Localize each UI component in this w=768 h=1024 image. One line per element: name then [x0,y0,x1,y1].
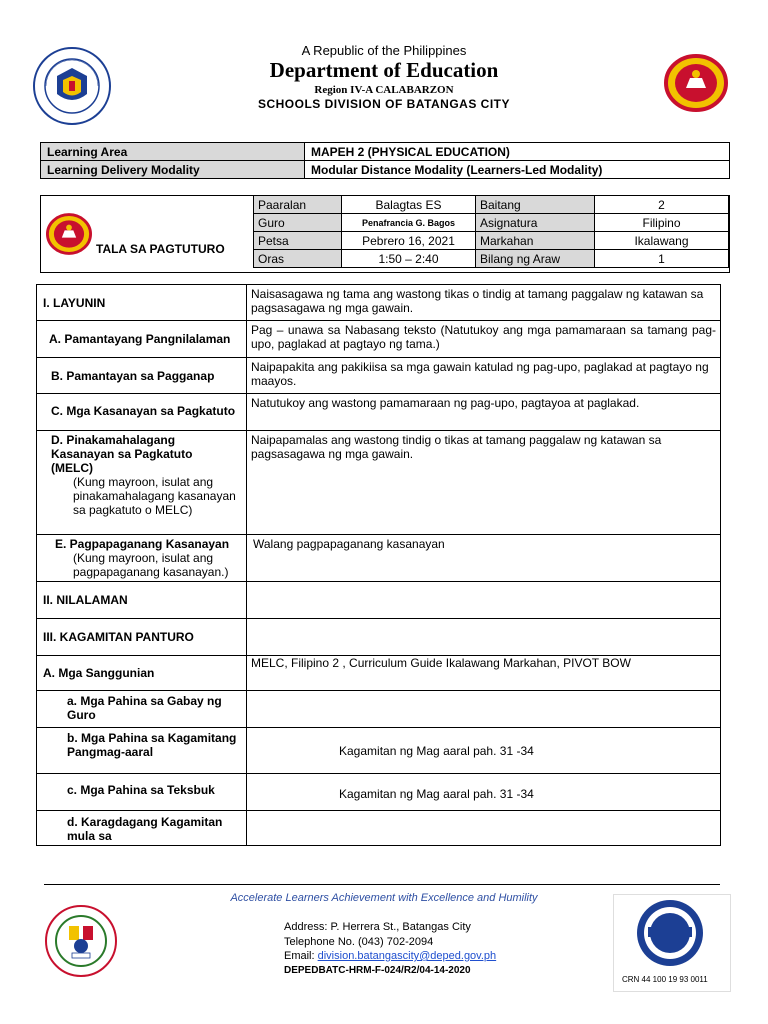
pamantayang-value: Pag – unawa sa Nabasang teksto (Natutukoy ang mga pamamaraan sa tamang pag-upo, paglakad at pagtayo ng tama.) [247,321,721,358]
teksbuk-value: Kagamitan ng Mag aaral pah. 31 -34 [247,774,721,811]
nilalaman-label: II. NILALAMAN [37,582,247,619]
footer-email-link[interactable]: division.batangascity@deped.gov.ph [317,950,497,962]
info-label-oras: Oras [254,250,342,268]
learning-area-label: Learning Area [41,143,305,161]
teksbuk-label: c. Mga Pahina sa Teksbuk [37,774,247,811]
table-row [37,811,721,846]
info-label-paaralan: Paaralan [254,196,342,214]
table-row [37,774,721,811]
crn-number: CRN 44 100 19 93 0011 [622,975,708,984]
info-value-oras: 1:50 – 2:40 [342,250,476,268]
division-seal-small-logo [46,213,92,255]
footer-motto: Accelerate Learners Achievement with Excellence and Humility [230,892,538,904]
learning-area-row [41,143,730,161]
table-row [37,321,721,358]
lesson-plan-table [36,284,721,846]
layunin-label: I. LAYUNIN [37,285,247,321]
pagpapaganang-label: E. Pagpapaganang Kasanayan [55,537,230,551]
kagamitan-value [247,619,721,656]
info-value-baitang: 2 [595,196,729,214]
delivery-modality-row [41,161,730,179]
pagpapaganang-cell [37,535,247,582]
gabay-label: a. Mga Pahina sa Gabay ng Guro [37,691,247,728]
delivery-modality-value: Modular Distance Modality (Learners-Led Modality) [305,161,730,179]
pagpapaganang-value: Walang pagpapaganang kasanayan [247,535,721,582]
table-row [37,656,721,691]
sanggunian-value: MELC, Filipino 2 , Curriculum Guide Ikalawang Markahan, PIVOT BOW [247,656,721,691]
info-value-guro: Penafrancia G. Bagos [342,214,476,232]
department-title: Department of Education [269,58,499,82]
info-value-petsa: Pebrero 16, 2021 [342,232,476,250]
learning-area-value: MAPEH 2 (PHYSICAL EDUCATION) [305,143,730,161]
info-label-petsa: Petsa [254,232,342,250]
info-label-asignatura: Asignatura [476,214,595,232]
kagamitan-label: III. KAGAMITAN PANTURO [37,619,247,656]
info-label-markahan: Markahan [476,232,595,250]
footer-form-code: DEPEDBATC-HRM-F-024/R2/04-14-2020 [284,965,471,976]
learning-area-table [40,142,730,179]
pangmag-aaral-label: b. Mga Pahina sa Kagamitang Pangmag-aaral [37,728,247,774]
karagdagang-label: d. Karagdagang Kagamitan mula sa [37,811,247,846]
info-value-asignatura: Filipino [595,214,729,232]
table-row [37,582,721,619]
division-line: SCHOOLS DIVISION OF BATANGAS CITY [257,97,511,111]
info-row [254,196,729,214]
republic-line: A Republic of the Philippines [301,43,467,58]
pamantayang-label: A. Pamantayang Pangnilalaman [37,321,247,358]
info-row [254,250,729,268]
footer-divider [44,884,720,885]
info-table [253,195,729,268]
nilalaman-value [247,582,721,619]
table-row [37,728,721,774]
kasanayan-value: Natutukoy ang wastong pamamaraan ng pag-upo, pagtayoa at paglakad. [247,394,721,431]
gabay-value [247,691,721,728]
info-row [254,214,729,232]
schools-division-seal-logo [42,904,120,978]
karagdagang-value [247,811,721,846]
kasanayan-label: C. Mga Kasanayan sa Pagkatuto [37,394,247,431]
table-row [37,691,721,728]
pagpapaganang-note: (Kung mayroon, isulat ang pagpapaganang kasanayan.) [73,551,229,579]
pangmag-aaral-value: Kagamitan ng Mag aaral pah. 31 -34 [247,728,721,774]
layunin-value: Naisasagawa ng tama ang wastong tikas o tindig at tamang paggalaw ng katawan sa pagsasagawa ng mga gawain. [247,285,721,321]
melc-note: (Kung mayroon, isulat ang pinakamahalagang kasanayan sa pagkatuto o MELC) [73,475,236,517]
footer-telephone: Telephone No. (043) 702-2094 [284,936,434,948]
info-row [254,232,729,250]
info-label-baitang: Baitang [476,196,595,214]
info-label-bilang: Bilang ng Araw [476,250,595,268]
melc-cell [37,431,247,535]
table-row [37,619,721,656]
info-value-bilang: 1 [595,250,729,268]
tala-title: TALA SA PAGTUTURO [96,242,225,256]
table-row [37,285,721,321]
table-row [37,431,721,535]
tuv-iso-logo [634,897,706,969]
info-value-markahan: Ikalawang [595,232,729,250]
delivery-modality-label: Learning Delivery Modality [41,161,305,179]
table-row [37,535,721,582]
melc-value: Naipapamalas ang wastong tindig o tikas at tamang paggalaw ng katawan sa pagsasagawa ng mga gawain. [247,431,721,535]
info-label-guro: Guro [254,214,342,232]
footer-address: Address: P. Herrera St., Batangas City [284,921,471,933]
table-row [37,394,721,431]
pagganap-label: B. Pamantayan sa Pagganap [37,358,247,394]
sanggunian-label: A. Mga Sanggunian [37,656,247,691]
table-row [37,358,721,394]
pagganap-value: Naipapakita ang pakikiisa sa mga gawain katulad ng pag-upo, paglakad at pagtayo ng maayos. [247,358,721,394]
footer-email-label: Email: [284,950,315,962]
footer-email-line [284,950,496,962]
melc-label: D. Pinakamahalagang Kasanayan sa Pagkatuto (MELC) [51,433,193,475]
info-value-paaralan: Balagtas ES [342,196,476,214]
region-line: Region IV-A CALABARZON [314,84,454,96]
